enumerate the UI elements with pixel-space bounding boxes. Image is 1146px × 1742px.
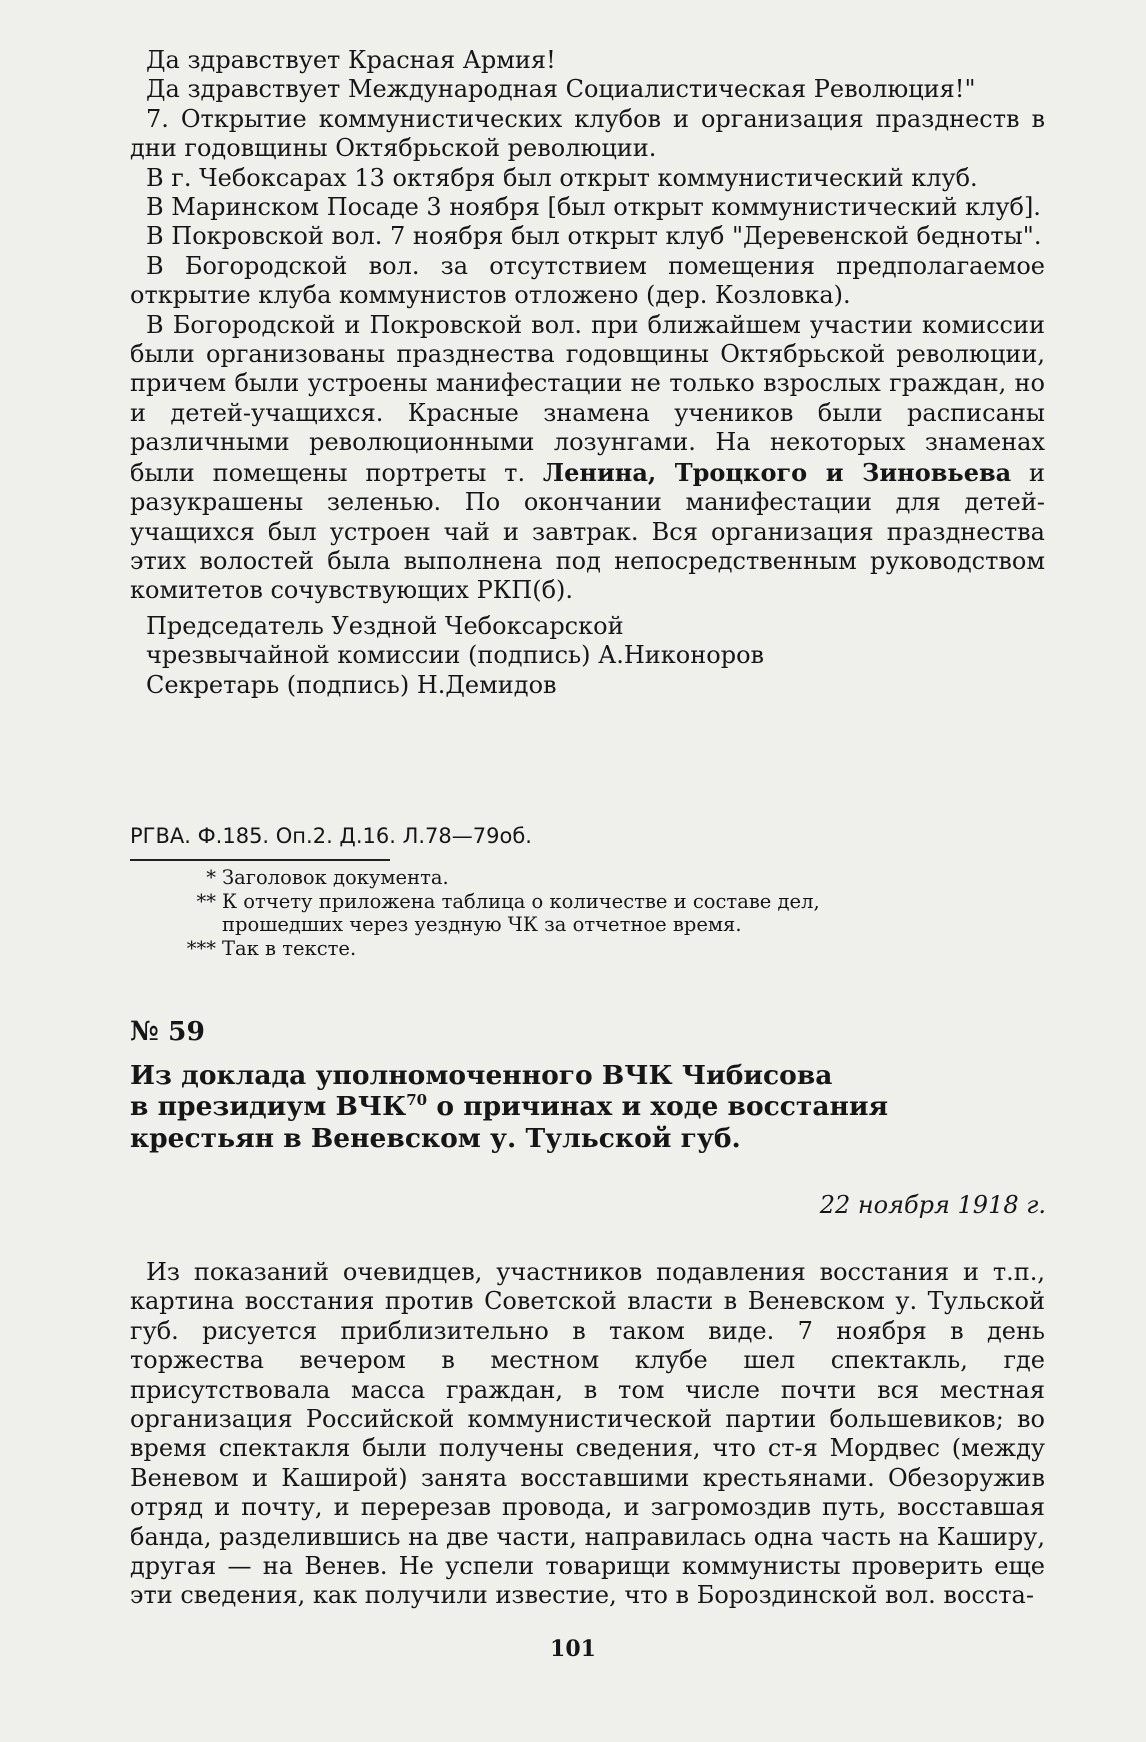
document-number: № 59 (130, 1016, 205, 1047)
footnote-3: *** Так в тексте. (186, 936, 357, 960)
paragraph-cheboksary: В г. Чебоксарах 13 октября был открыт коммунистический клуб. (146, 163, 978, 192)
archive-reference: РГВА. Ф.185. Оп.2. Д.16. Л.78—79об. (130, 824, 532, 848)
page-number: 101 (550, 1636, 596, 1662)
document-date: 22 ноября 1918 г. (819, 1191, 1046, 1219)
signature-commission: чрезвычайной комиссии (подпись) А.Никоноров (146, 641, 765, 670)
celebrations-text-b: и разукрашены зеленью. По окончании манифестации для детей-учащихся был устроен чай и завтрак. Вся организация празднества этих волостей была выполнена под непосредственным руководством комитетов сочувствующих РКП(б). (130, 458, 1046, 605)
slogan-red-army: Да здравствует Красная Армия! (146, 46, 556, 74)
paragraph-bogorodskaya: В Богородской вол. за отсутствием помещения предполагаемое открытие клуба коммунистов отложено (дер. Козловка). (130, 251, 1045, 310)
celebrations-text-a: В Богородской и Покровской вол. при ближайшем участии комиссии были организованы празднества годовщины Октябрьской революции, причем были устроены манифестации не только взрослых граждан, но и детей-учащихся. Красные знамена учеников были расписаны различными революционными лозунгами. На некоторых знаменах были помещены портреты т. (130, 310, 1045, 487)
paragraph-pokrovskaya: В Покровской вол. 7 ноября был открыт клуб "Деревенской бедноты". (146, 222, 1042, 251)
document-title-line-3: крестьян в Веневском у. Тульской губ. (130, 1122, 741, 1154)
celebrations-names: Ленина, Троцкого и Зиновьева (542, 457, 1012, 487)
document-heading (130, 1016, 1045, 1154)
previous-document-continuation (130, 46, 1045, 700)
footnote-1: * Заголовок документа. (206, 866, 449, 889)
footnote-2-cont: прошедших через уездную ЧК за отчетное время. (222, 913, 742, 936)
document-title-line-1: Из доклада уполномоченного ВЧК Чибисова (130, 1059, 833, 1091)
document-title-line-2: в президиум ВЧК$^{70}$ о причинах и ходе восстания (130, 1091, 889, 1122)
footnotes (170, 866, 820, 960)
signature-secretary: Секретарь (подпись) Н.Демидов (146, 670, 557, 699)
document-body (130, 1258, 1045, 1611)
signature-chairman: Председатель Уездной Чебоксарской (146, 611, 624, 640)
section-7-paragraph: 7. Открытие коммунистических клубов и организация празднеств в дни годовщины Октябрьской революции. (130, 104, 1045, 163)
footnote-divider (130, 859, 390, 861)
paragraph-marinsky-posad: В Маринском Посаде 3 ноября [был открыт коммунистический клуб]. (146, 193, 1041, 222)
paragraph-celebrations (130, 311, 1045, 606)
body-paragraph: Из показаний очевидцев, участников подавления восстания и т.п., картина восстания против Советской власти в Веневском у. Тульской губ. рисуется приблизительно в таком виде. 7 ноября в день торжества вечером в местном клубе шел спектакль, где присутствовала масса граждан, в том числе почти вся местная организация Российской коммунистической партии большевиков; во время спектакля были получены сведения, что ст-я Мордвес (между Веневом и Каширой) занята восставшими крестьянами. Обезоружив отряд и почту, и перерезав провода, и загромоздив путь, восставшая банда, разделившись на две части, направилась одна часть на Каширу, другая — на Венев. Не успели товарищи коммунисты проверить еще эти сведения, как получили известие, что в Бороздинской вол. восста- (130, 1258, 1045, 1610)
slogan-revolution: Да здравствует Международная Социалистическая Революция!" (146, 75, 976, 104)
footnote-2: ** К отчету приложена таблица о количестве и составе дел, (196, 889, 820, 913)
